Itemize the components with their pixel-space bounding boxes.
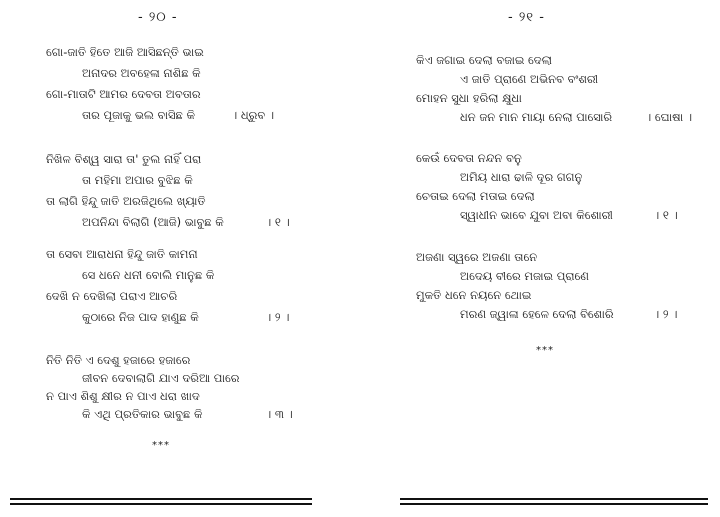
stanza-number: । ୨ । [654, 307, 678, 321]
refrain-marker: । ଘୋଷା । [646, 110, 693, 124]
end-mark: *** [152, 440, 170, 451]
verse-line: କେଉଁ ଦେବତା ନନ୍ଦନ ବନୁ [416, 151, 522, 165]
verse-line: ନିଖିଳ ବିଶ୍ୱ ସାରା ତା' ତୁଲ ନାହିଁ ପରା [46, 152, 202, 166]
verse-line: ଅଦେୟ ବୀରେ ମଜାଇ ପ୍ରାଣେ [460, 269, 589, 283]
verse-line: କି ଏଥି ପ୍ରତିକାର ଭାବୁଛ କି [82, 407, 203, 421]
verse-line: ମୁକତି ଧନେ ନୟନେ ଥୋଇ [416, 288, 532, 302]
footer-rule [400, 498, 708, 500]
verse-line: ଜୀବନ ଦେବାଲାଗି ଯାଏ ଦରିଆ ପାରେ [82, 371, 240, 385]
verse-line: ଅପନିନ୍ଦା ବିଲାଗି (ଆଜି) ଭାବୁଛ କି [82, 215, 224, 229]
verse-line: ନିତି ନିତି ଏ ଦେଶୁ ହଜାରେ ହଜାରେ [46, 353, 191, 367]
footer-rule [400, 503, 708, 505]
page-number: - ୨୧ - [508, 10, 545, 25]
verse-line: ଅନାଦର ଅବହେଳା ନାଶିଛ କି [82, 66, 201, 80]
stanza-number: । ୧ । [654, 208, 678, 222]
verse-line: ଧନ ଜନ ମାନ ମାୟା ନେଲା ପାସୋରି [460, 110, 613, 124]
verse-line: ତା ମହିମା ଅପାର ବୁଝିଛ କି [82, 173, 193, 187]
refrain-marker: । ଧ୍ରୁବ । [232, 108, 275, 122]
verse-line: ସ୍ୱାଧୀନ ଭାବେ ଯୁବା ଅବା କିଶୋରୀ [460, 208, 613, 222]
verse-line: ନ ପାଏ ଶିଶୁ କ୍ଷୀର ନ ପାଏ ଧରା ଖାଦ [46, 389, 200, 403]
verse-line: ମରଣ ଜ୍ୱାଳା ହେଳେ ଦେଲା ବିଶୋରି [460, 307, 614, 321]
verse-line: ଦେଖି ନ ଦେଖିଲା ପରାଏ ଆଚରି [46, 289, 178, 303]
stanza-number: । ୩ । [266, 407, 293, 421]
footer-rule [10, 498, 312, 500]
page-number: - ୨୦ - [138, 10, 178, 25]
verse-line: ଅମିୟ ଧାରା ଢାଳି ଦୂର ଗଗନୁ [460, 170, 583, 184]
end-mark: *** [536, 345, 554, 356]
verse-line: ମୋହନ ସୁଧା ହରିଲା କ୍ଷୁଧା [416, 91, 522, 105]
right-page [360, 0, 720, 517]
verse-line: ଚେତାଇ ଦେଲା ମତାଇ ଦେଲା [416, 189, 535, 203]
footer-rule [10, 503, 312, 505]
verse-line: କିଏ ଜଗାଇ ଦେଲା ବଜାଇ ଦେଲା [416, 53, 552, 67]
stanza-number: । ୧ । [266, 215, 290, 229]
verse-line: ଏ ଜାତି ପ୍ରାଣେ ଅଭିନବ ବଂଶରୀ [460, 72, 599, 86]
verse-line: ତା ଲାଗି ହିନ୍ଦୁ ଜାତି ଅରଜିଥିଲେ ଖ୍ୟାତି [46, 194, 206, 208]
verse-line: ଗୋ-ମାତାଟି ଆମର ଦେବତା ଅବତାର [46, 87, 201, 101]
stanza-number: । ୨ । [266, 310, 290, 324]
verse-line: ସେ ଧନେ ଧନୀ ବୋଲି ମାନୁଛ କି [82, 268, 215, 282]
verse-line: କୁଠାରେ ନିଜ ପାଦ ହାଣୁଛ କି [82, 310, 199, 324]
verse-line: ତାର ପୂଜାକୁ ଭଲ ବାସିଛ କି [82, 108, 195, 122]
verse-line: ଅଜଣା ସ୍ୱରେ ଅଜଣା ତାନେ [416, 250, 538, 264]
verse-line: ତା ସେବା ଆରାଧନା ହିନ୍ଦୁ ଜାତି କାମନା [46, 247, 198, 261]
verse-line: ଗୋ-ଜାତି ହିତେ ଆଜି ଆସିଛନ୍ତି ଭାଇ [46, 45, 204, 59]
